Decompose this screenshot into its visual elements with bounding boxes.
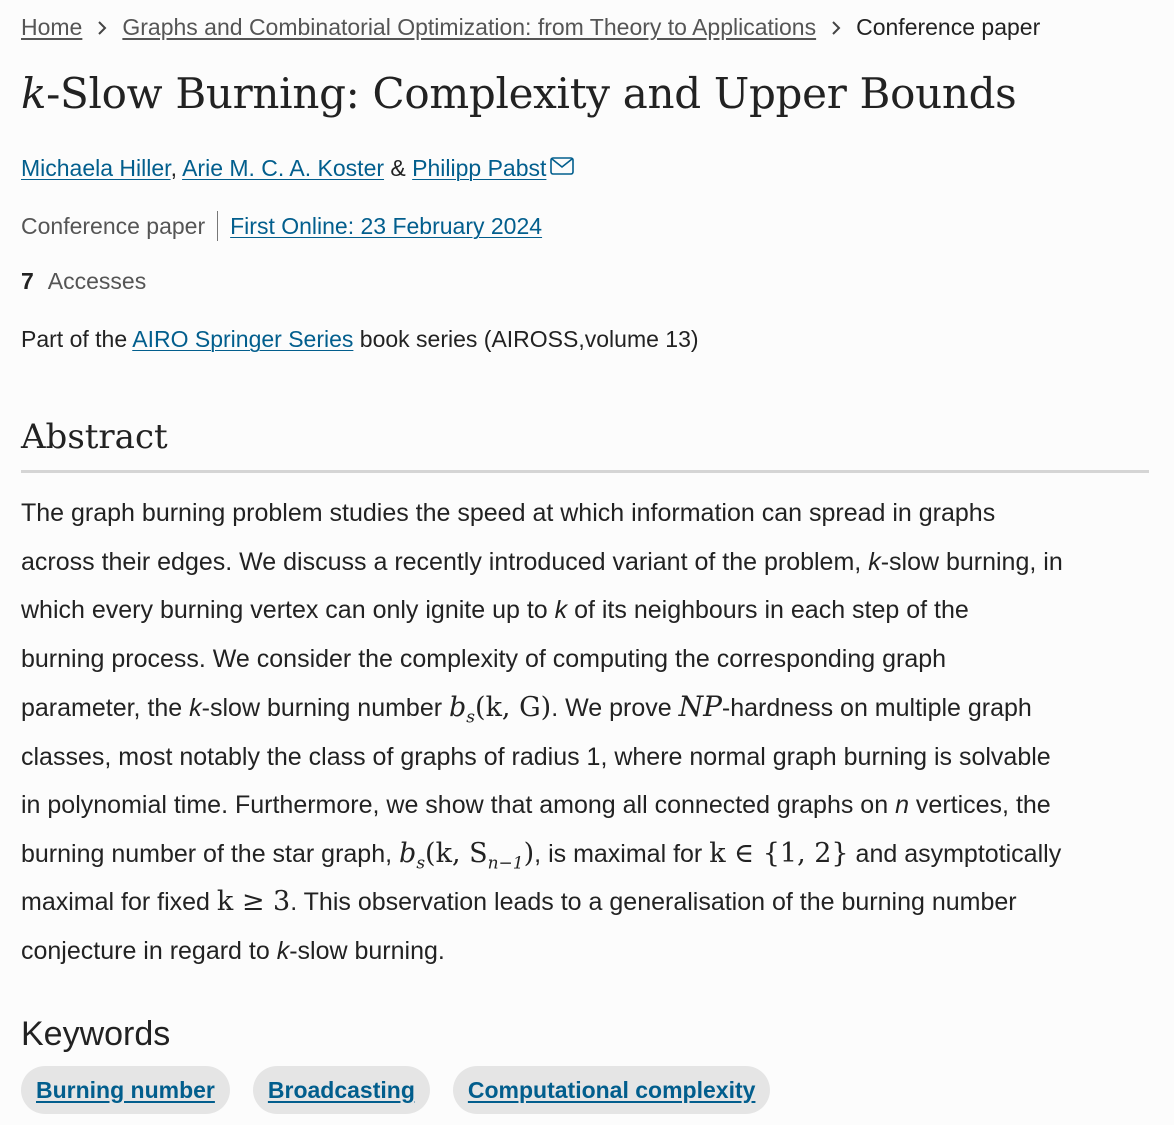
abstract-line — [21, 830, 1149, 879]
math-args: (k, S — [425, 837, 488, 869]
abstract-line — [21, 489, 1149, 538]
abstract-text-span: and asymptotically — [848, 839, 1062, 868]
access-count-label: Accesses — [47, 268, 147, 294]
abstract-text-span: vertices, the — [908, 791, 1051, 819]
abstract-line — [21, 878, 1149, 927]
keyword-burning-number[interactable]: Burning number — [21, 1066, 230, 1114]
breadcrumb-book-link[interactable]: Graphs and Combinatorial Optimization: from Theory to Applications — [122, 14, 817, 40]
author-separator: , — [170, 155, 183, 181]
envelope-icon[interactable] — [550, 152, 574, 184]
abstract-line — [21, 635, 1149, 684]
abstract-line — [21, 683, 1149, 733]
abstract-text-span: parameter, the — [21, 694, 190, 722]
abstract-text-span: burning number of the star graph, — [21, 839, 400, 868]
math-args: ) — [523, 837, 535, 869]
abstract-text — [21, 489, 1149, 975]
keyword-computational-complexity[interactable]: Computational complexity — [453, 1066, 771, 1114]
abstract-text-span: of its neighbours in each step of the — [567, 596, 969, 624]
abstract-text-span: classes, most notably the class of graphs of radius 1, where normal graph burning is solvable — [21, 742, 1051, 771]
abstract-line — [21, 586, 1149, 635]
first-online-link[interactable]: First Online: 23 February 2024 — [230, 213, 543, 239]
meta-divider — [217, 211, 218, 241]
author-link-koster[interactable]: Arie M. C. A. Koster — [182, 155, 385, 181]
abstract-text-span: . We prove — [551, 694, 679, 722]
publication-meta — [21, 210, 542, 242]
math-args: (k, G) — [475, 692, 552, 723]
math-bs-k-star — [399, 837, 535, 873]
math-k: k — [554, 596, 568, 624]
chevron-right-icon — [816, 12, 856, 42]
math-k-geq-3: k ≥ 3 — [216, 886, 291, 917]
math-n: n — [895, 791, 909, 819]
series-suffix: book series (AIROSS,volume 13) — [353, 326, 699, 352]
math-bs-k-g — [449, 692, 552, 728]
math-sub-s: s — [416, 852, 426, 873]
math-k-in-set: k ∈ {1, 2} — [709, 837, 849, 869]
series-link[interactable]: AIRO Springer Series — [132, 326, 354, 352]
access-count-value: 7 — [21, 268, 34, 294]
abstract-line — [21, 733, 1149, 782]
math-k: k — [276, 936, 290, 965]
page-title — [21, 66, 1016, 122]
abstract-divider — [21, 470, 1149, 473]
author-separator: & — [384, 155, 413, 181]
keywords-heading: Keywords — [21, 1015, 171, 1053]
abstract-text-span: The graph burning problem studies the speed at which information can spread in graphs — [21, 499, 996, 527]
abstract-heading: Abstract — [21, 417, 168, 457]
breadcrumb — [21, 12, 1040, 42]
abstract-text-span: , is maximal for — [534, 839, 710, 868]
keyword-list — [21, 1066, 770, 1114]
abstract-text-span: in polynomial time. Furthermore, we show that among all connected graphs on — [21, 791, 896, 819]
abstract-text-span: across their edges. We discuss a recently introduced variant of the problem, — [21, 547, 869, 576]
author-link-hiller[interactable]: Michaela Hiller — [21, 155, 171, 181]
math-b: b — [449, 692, 467, 723]
abstract-text-span: -slow burning number — [201, 694, 449, 722]
math-k: k — [189, 694, 202, 722]
author-list — [21, 152, 574, 184]
abstract-text-span: -hardness on multiple graph — [721, 694, 1032, 722]
breadcrumb-home-link[interactable]: Home — [21, 14, 83, 40]
title-rest: -Slow Burning: Complexity and Upper Bounds — [46, 69, 1017, 118]
series-prefix: Part of the — [21, 326, 133, 352]
title-k: k — [21, 69, 47, 118]
abstract-text-span: . This observation leads to a generalisation of the burning number — [290, 888, 1017, 916]
abstract-line — [21, 781, 1149, 830]
abstract-text-span: maximal for fixed — [21, 888, 217, 916]
abstract-line — [21, 538, 1149, 587]
abstract-text-span: burning process. We consider the complexity of computing the corresponding graph — [21, 644, 947, 673]
abstract-text-span: which every burning vertex can only ignite up to — [21, 596, 555, 624]
math-np: NP — [678, 690, 722, 723]
chevron-right-icon — [82, 12, 122, 42]
abstract-text-span: -slow burning, in — [880, 547, 1063, 576]
abstract-text-span: conjecture in regard to — [21, 936, 277, 965]
abstract-text-span: -slow burning. — [289, 936, 445, 965]
book-series — [21, 323, 699, 355]
math-sub-n-1: n−1 — [487, 852, 524, 873]
breadcrumb-current: Conference paper — [856, 14, 1041, 40]
content-type: Conference paper — [21, 213, 206, 239]
access-count — [21, 265, 146, 297]
author-link-pabst[interactable]: Philipp Pabst — [412, 155, 547, 181]
math-sub-s: s — [466, 707, 476, 728]
math-b: b — [399, 837, 417, 869]
math-k: k — [868, 547, 881, 576]
abstract-line — [21, 927, 1149, 976]
keyword-broadcasting[interactable]: Broadcasting — [253, 1066, 430, 1114]
